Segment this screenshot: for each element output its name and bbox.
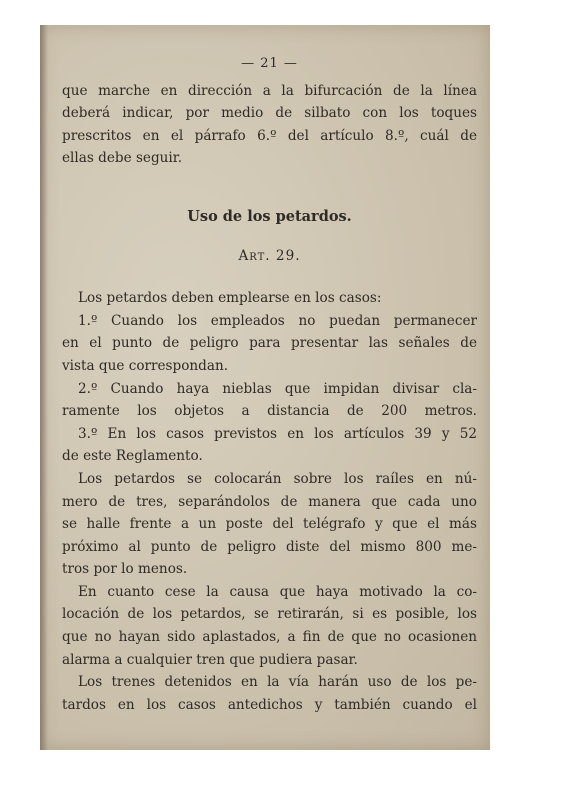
text-line: deberá indicar, por medio de silbato con los toques [62,105,477,122]
section-title: Uso de los petardos. [187,207,352,225]
text-line: 1.º Cuando los empleados no puedan permanecer [78,312,477,329]
text-line: En cuanto cese la causa que haya motivado la co- [78,583,477,600]
text-line: vista que correspondan. [62,357,229,374]
text-line: 3.º En los casos previstos en los artículos 39 y 52 [78,425,477,442]
text-line: próximo al punto de peligro diste del mismo 800 me- [62,538,477,555]
text-line: en el punto de peligro para presentar las señales de [62,335,477,352]
article-body [62,287,477,716]
page-text [62,53,477,716]
intro-paragraph [62,80,477,170]
text-line: mero de tres, separándolos de manera que cada uno [62,493,477,510]
book-page [40,25,490,750]
text-line: alarma a cualquier tren que pudiera pasar. [62,651,358,668]
text-line: locación de los petardos, se retirarán, si es posible, los [62,606,477,623]
text-line: prescritos en el párrafo 6.º del artículo 8.º, cuál de [62,127,477,144]
text-line: tros por lo menos. [62,561,188,578]
page-number: — 21 — [241,56,298,71]
article-label: Art. 29. [238,247,301,264]
text-line: Los petardos deben emplearse en los casos: [78,290,382,307]
text-line: 2.º Cuando haya nieblas que impidan divisar cla- [78,380,477,397]
text-line: de este Reglamento. [62,448,203,465]
text-line: Los petardos se colocarán sobre los raíles en nú- [78,470,477,487]
text-line: se halle frente a un poste del telégrafo y que el más [62,516,477,533]
article-number [62,245,477,268]
text-line: tardos en los casos antedichos y también cuando el [62,696,477,713]
text-line: Los trenes detenidos en la vía harán uso de los pe- [78,674,477,691]
text-line: ramente los objetos a distancia de 200 metros. [62,403,477,420]
text-line: que no hayan sido aplastados, a fin de que no ocasionen [62,629,477,646]
text-line: ellas debe seguir. [62,150,183,167]
text-line: que marche en dirección a la bifurcación de la línea [62,82,477,99]
